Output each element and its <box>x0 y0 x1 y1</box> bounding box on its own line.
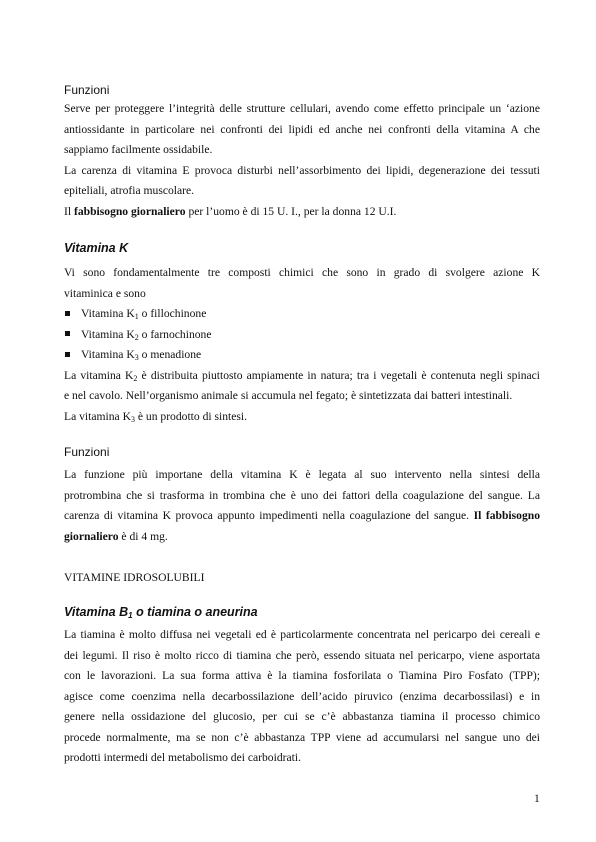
paragraph-vitamin-k <box>64 263 540 427</box>
text-line: antiossidante in particolare nei confronti dei lipidi ed anche nei confronti della vitamina A che <box>64 122 540 136</box>
text-line: dei legumi. Il riso è molto ricco di tiamina che però, essendo situata nel pericarpo, viene asportata <box>64 648 540 662</box>
requirement-line: Il fabbisogno giornaliero per l’uomo è di 15 U. I., per la donna 12 U.I. <box>64 204 397 218</box>
list-item: Vitamina $K_1$ o fillochinone <box>64 304 540 325</box>
text-line: La vitamina $K_2$ è distribuita piuttosto ampiamente in natura; tra i vegetali è contenuta negli spinaci <box>64 368 540 383</box>
section-heading-idrosolubili: VITAMINE IDROSOLUBILI <box>64 571 205 584</box>
section-heading-vitamina-b1: Vitamina $B_1$ o tiamina o aneurina <box>64 605 258 620</box>
text-line: con le lavorazioni. La sua forma attiva è la tiamina fosforilata o Tiamina Piro Fosfato (TPP); <box>64 669 540 682</box>
text-line: Vi sono fondamentalmente tre composti chimici che sono in grado di svolgere azione K <box>64 266 540 279</box>
paragraph-tiamina <box>64 625 540 769</box>
list-item: Vitamina $K_3$ o menadione <box>64 345 540 366</box>
text-line: epiteliali, atrofia muscolare. <box>64 184 195 197</box>
bullet-icon <box>65 311 70 316</box>
text-line: La tiamina è molto diffusa nei vegetali ed è particolarmente concentrata nel pericarpo dei cereali e <box>64 628 540 641</box>
paragraph-vitamin-k-function <box>64 465 540 547</box>
text-line: giornaliero è di 4 mg. <box>64 529 168 543</box>
text-line: La funzione più importane della vitamina K è legata al suo intervento nella sintesi della <box>64 468 540 481</box>
text-line: La vitamina $K_3$ è un prodotto di sintesi. <box>64 409 248 424</box>
text-line: agisce come coenzima nella decarbossilazione dell’acido piruvico (enzima decarbossilasi) e in <box>64 689 540 703</box>
text-line: genere nella ossidazione del glucosio, per cui se c’è abbastanza tiamina il processo chimico <box>64 710 540 723</box>
text-line: prodotti intermedi del metabolismo dei carboidrati. <box>64 751 301 764</box>
text-line: Serve per proteggere l’integrità delle strutture cellulari, avendo come effetto principale un ‘azione <box>64 102 540 115</box>
paragraph-protection <box>64 99 540 222</box>
text-line: protrombina che si trasforma in trombina che è uno dei fattori della coagulazione del sangue. La <box>64 488 540 502</box>
bullet-icon <box>65 331 70 336</box>
text-line: carenza di vitamina K provoca appunto impedimenti nella coagulazione del sangue. Il fabbisogno <box>64 509 540 522</box>
list-item: Vitamina $K_2$ o farnochinone <box>64 325 540 346</box>
section-heading-vitamina-k: Vitamina K <box>64 241 129 255</box>
page-number: 1 <box>534 792 540 805</box>
text-line: sappiamo facilmente ossidabile. <box>64 143 213 156</box>
bullet-icon <box>65 352 70 357</box>
text-line: e nel cavolo. Nell’organismo animale si accumula nel fegato; è sintetizzata dai batteri intestinali. <box>64 389 513 402</box>
section-heading-funzioni: Funzioni <box>64 83 110 97</box>
text-line: procede normalmente, ma se non c’è abbastanza TPP viene ad accumularsi nel sangue uno dei <box>64 730 540 744</box>
text-line: La carenza di vitamina E provoca disturbi nell’assorbimento dei lipidi, degenerazione dei tessuti <box>64 163 540 177</box>
text-line: vitaminica e sono <box>64 286 146 300</box>
section-heading-funzioni-k: Funzioni <box>64 445 110 459</box>
